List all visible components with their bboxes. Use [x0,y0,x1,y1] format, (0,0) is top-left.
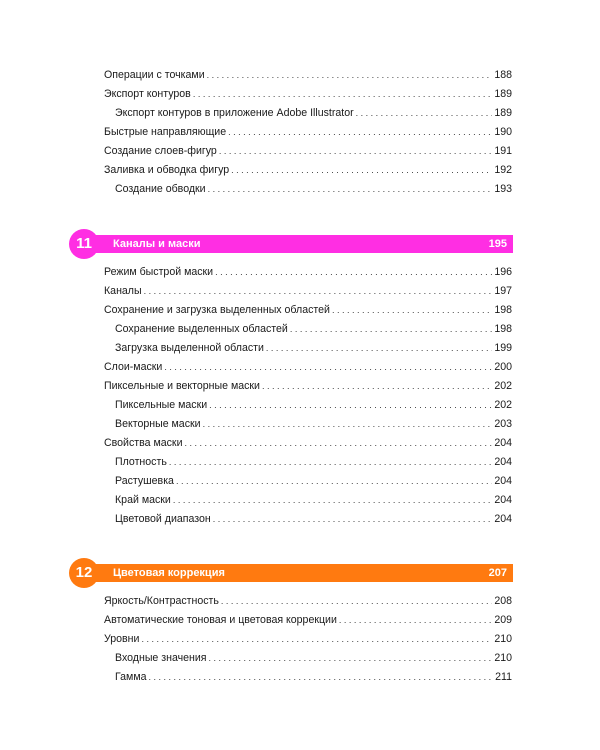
entry-page: 210 [494,652,512,664]
entry-page: 189 [494,88,512,100]
entry-title: Цветовой диапазон [115,513,211,525]
toc-entry[interactable] [104,263,512,282]
entry-title: Плотность [115,456,167,468]
dot-leader [219,142,492,161]
entry-title: Край маски [115,494,171,506]
toc-entry[interactable] [104,358,512,377]
entry-page: 191 [494,145,512,157]
entry-title: Гамма [115,671,147,683]
toc-subentry[interactable] [104,180,512,199]
chapter-title: Цветовая коррекция [113,567,225,579]
entry-page: 200 [494,361,512,373]
dot-leader [262,377,492,396]
entry-title: Создание обводки [115,183,206,195]
dot-leader [169,453,492,472]
dot-leader [266,339,492,358]
toc-subentry[interactable] [104,320,512,339]
dot-leader [208,180,493,199]
entry-title: Сохранение выделенных областей [115,323,288,335]
entry-title: Экспорт контуров [104,88,191,100]
entry-page: 196 [494,266,512,278]
toc-entry[interactable] [104,282,512,301]
dot-leader [149,668,494,687]
toc-entry[interactable] [104,434,512,453]
dot-leader [356,104,493,123]
toc-entry[interactable] [104,123,512,142]
entry-page: 198 [494,304,512,316]
dot-leader [290,320,492,339]
dot-leader [221,592,492,611]
entry-title: Входные значения [115,652,207,664]
toc-entry[interactable] [104,611,512,630]
entry-title: Режим быстрой маски [104,266,214,278]
toc-chapter-12 [104,592,512,687]
entry-page: 190 [494,126,512,138]
dot-leader [193,85,493,104]
entry-title: Создание слоев-фигур [104,145,217,157]
entry-title: Векторные маски [115,418,201,430]
entry-title: Автоматические тоновая и цветовая коррекции [104,614,337,626]
entry-page: 208 [494,595,512,607]
entry-page: 193 [494,183,512,195]
toc-subentry[interactable] [104,649,512,668]
entry-title: Каналы [104,285,142,297]
entry-page: 211 [495,671,512,683]
entry-page: 204 [494,437,512,449]
toc-subentry[interactable] [104,339,512,358]
toc-entry[interactable] [104,85,512,104]
entry-page: 204 [494,475,512,487]
entry-title: Свойства маски [104,437,183,449]
dot-leader [144,282,493,301]
chapter-12-header[interactable] [69,563,513,583]
entry-title: Быстрые направляющие [104,126,227,138]
dot-leader [203,415,493,434]
toc-chapter-11 [104,263,512,529]
dot-leader [207,66,493,85]
chapter-page: 195 [488,238,507,250]
entry-title: Заливка и обводка фигур [104,164,230,176]
toc-subentry[interactable] [104,104,512,123]
toc-entry[interactable] [104,142,512,161]
dot-leader [215,263,492,282]
toc-entry[interactable] [104,161,512,180]
entry-page: 204 [494,513,512,525]
toc-entry[interactable] [104,377,512,396]
dot-leader [164,358,492,377]
dot-leader [176,472,492,491]
toc-subentry[interactable] [104,453,512,472]
entry-page: 188 [494,69,512,81]
entry-title: Операции с точками [104,69,205,81]
entry-title: Пиксельные маски [115,399,208,411]
dot-leader [185,434,493,453]
chapter-number: 11 [76,235,92,252]
dot-leader [209,649,493,668]
dot-leader [228,123,492,142]
entry-page: 197 [494,285,512,297]
toc-subentry[interactable] [104,396,512,415]
dot-leader [209,396,492,415]
toc-entry[interactable] [104,301,512,320]
entry-page: 204 [494,456,512,468]
toc-subentry[interactable] [104,668,512,687]
entry-title: Растушевка [115,475,174,487]
toc-subentry[interactable] [104,510,512,529]
dot-leader [332,301,492,320]
entry-title: Уровни [104,633,140,645]
chapter-title: Каналы и маски [113,238,201,250]
dot-leader [231,161,492,180]
chapter-page: 207 [488,567,507,579]
toc-entry[interactable] [104,66,512,85]
dot-leader [173,491,492,510]
entry-title: Яркость/Контрастность [104,595,219,607]
entry-title: Экспорт контуров в приложение Adobe Illustrator [115,107,354,119]
entry-title: Пиксельные и векторные маски [104,380,260,392]
entry-title: Загрузка выделенной области [115,342,264,354]
entry-page: 203 [494,418,512,430]
entry-page: 202 [494,380,512,392]
entry-page: 204 [494,494,512,506]
entry-page: 198 [494,323,512,335]
entry-page: 210 [494,633,512,645]
dot-leader [213,510,493,529]
entry-page: 189 [494,107,512,119]
chapter-number: 12 [75,564,93,581]
entry-page: 199 [494,342,512,354]
toc-top-section [104,66,512,199]
entry-page: 192 [494,164,512,176]
chapter-11-header[interactable] [69,234,513,254]
entry-page: 202 [494,399,512,411]
toc-subentry[interactable] [104,472,512,491]
toc-entry[interactable] [104,630,512,649]
dot-leader [339,611,492,630]
dot-leader [141,630,492,649]
entry-title: Слои-маски [104,361,163,373]
entry-page: 209 [494,614,512,626]
toc-subentry[interactable] [104,491,512,510]
toc-subentry[interactable] [104,415,512,434]
entry-title: Сохранение и загрузка выделенных областей [104,304,330,316]
toc-entry[interactable] [104,592,512,611]
